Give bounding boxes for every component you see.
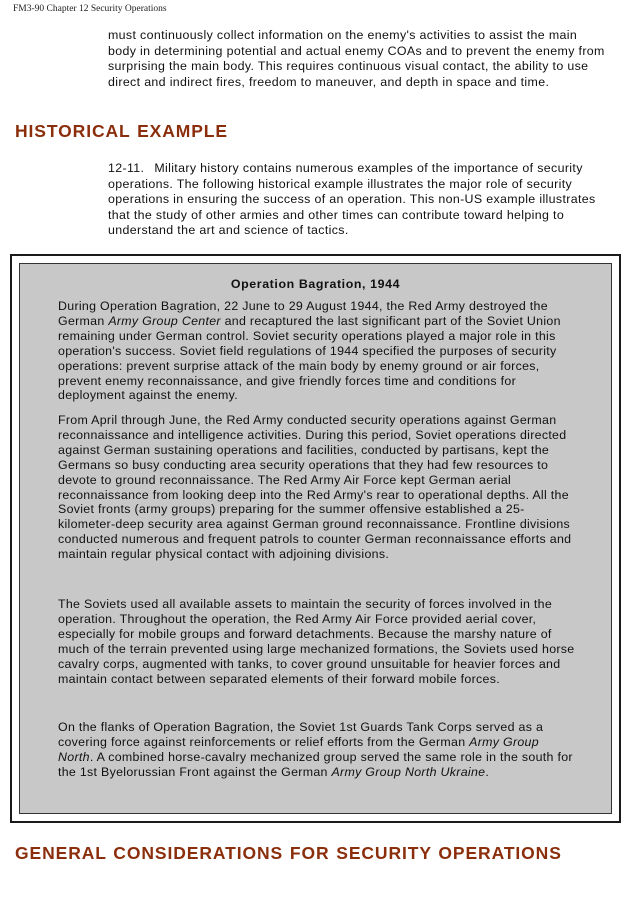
historical-example-heading: HISTORICAL EXAMPLE [15, 121, 228, 141]
example-paragraph-3: The Soviets used all available assets to maintain the security of forces involved in the operation. Throughout the operation, the Red Army Air Force provided aerial cover, especially for mobile groups and forward detachments. Because the marshy nature of much of the terrain prevented using large mechanized formations, the Soviets used horse cavalry corps, augmented with tanks, to cover ground unsuitable for heavier forces and maintain contact between separated elements of their forward mobile forces. [58, 597, 575, 686]
running-header: FM3-90 Chapter 12 Security Operations [13, 4, 167, 14]
historical-example-box [10, 254, 621, 823]
text-run: During Operation Bagration, 22 June to 29 August 1944, the Red Army destroyed the German [58, 299, 548, 328]
example-paragraph-4 [58, 720, 578, 780]
paragraph-text: Military history contains numerous examples of the importance of security operations. The following historical example illustrates the major role of security operations in ensuring the success of an operation. This non-US example illustrates that the study of other armies and other times can contribute toward helping to understand the art and science of tactics. [108, 161, 596, 238]
unit-name: Army Group North [58, 734, 539, 764]
example-title: Operation Bagration, 1944 [230, 277, 401, 291]
unit-name: Army Group North Ukraine [331, 764, 486, 779]
intro-paragraph: must continuously collect information on the enemy's activities to assist the main body in determining potential and actual enemy COAs and to prevent the enemy from surprising the main body. This requires continuous visual contact, the ability to use direct and indirect fires, freedom to maneuver, and depth in space and time. [108, 28, 605, 89]
paragraph-12-11 [108, 161, 608, 239]
historical-example-panel [19, 263, 612, 814]
text-run: . [485, 764, 490, 779]
text-run: . A combined horse-cavalry mechanized group served the same role in the south for the 1st Byelorussian Front against the German [58, 749, 573, 779]
text-run: and recaptured the last significant part of the Soviet Union remaining under German control. Soviet security operations played a major role in this operation's success. Soviet field regulations of 1944 specified the purposes of security operations: prevent surprise attack of the main body by enemy ground or air forces, prevent enemy reconnaissance, and give friendly forces time and conditions for deployment against the enemy. [58, 313, 561, 403]
unit-name: Army Group Center [108, 313, 221, 328]
text-run: On the flanks of Operation Bagration, the Soviet 1st Guards Tank Corps served as a covering force against reinforcements or relief efforts from the German [58, 720, 544, 749]
example-paragraph-2: From April through June, the Red Army conducted security operations against German reconnaissance and intelligence activities. During this period, Soviet operations directed against German sustaining operations and facilities, conducted by partisans, kept the Germans so busy conducting area security operations that they had few resources to devote to ground reconnaissance. The Red Army Air Force kept German aerial reconnaissance from looking deep into the Red Army's rear to operational depths. All the Soviet fronts (army groups) preparing for the summer offensive established a 25-kilometer-deep security area against German ground reconnaissance. Frontline divisions conducted numerous and frequent patrols to counter German reconnaissance efforts and maintain regular physical contact with adjoining divisions. [58, 413, 572, 562]
example-paragraph-1 [58, 299, 578, 403]
paragraph-number: 12-11. [108, 161, 145, 175]
general-considerations-heading: GENERAL CONSIDERATIONS FOR SECURITY OPERATIONS [15, 843, 562, 863]
